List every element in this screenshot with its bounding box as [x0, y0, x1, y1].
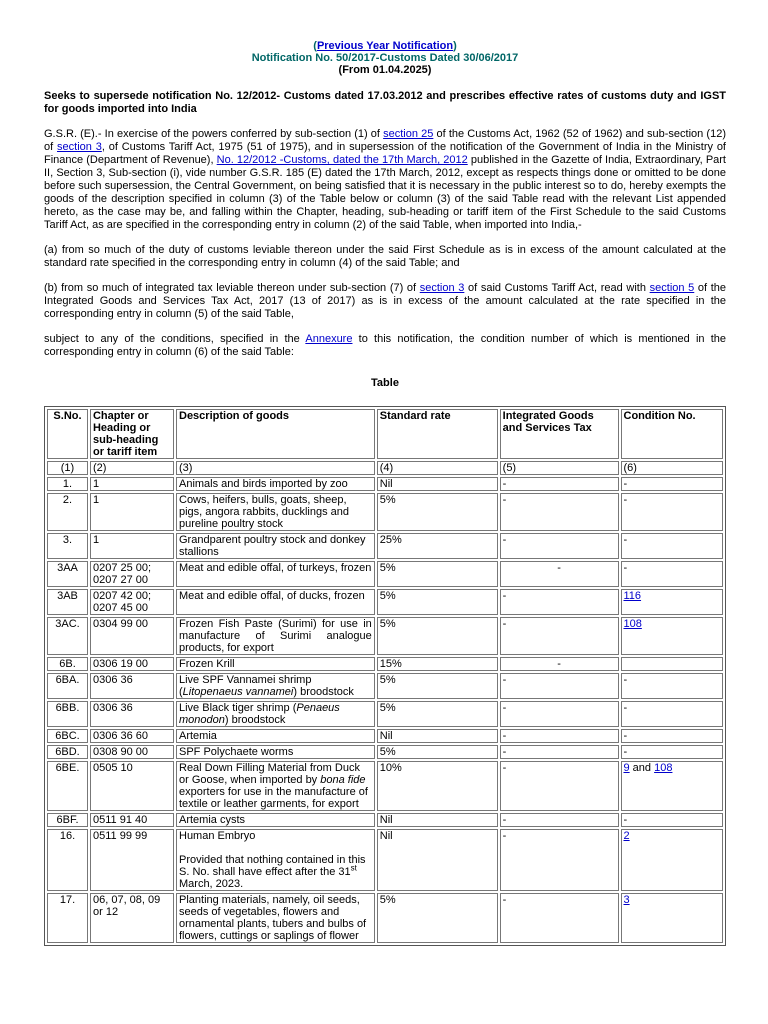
section-3-link-b[interactable]: section 3 [419, 282, 465, 294]
cell-description: Artemia [176, 729, 375, 743]
cell-igst: - [500, 477, 619, 491]
cell-igst: - [500, 657, 619, 671]
col-header-condition: Condition No. [621, 409, 724, 459]
condition-3-link[interactable]: 3 [623, 894, 630, 906]
table-row [47, 729, 723, 743]
cell-description: Live SPF Vannamei shrimp (Litopenaeus vannamei) broodstock [176, 673, 375, 699]
cell-chapter: 0511 91 40 [90, 813, 174, 827]
cell-igst: - [500, 761, 619, 811]
cell-sno: 6BD. [47, 745, 88, 759]
cell-rate: 5% [377, 893, 498, 943]
col-header-description: Description of goods [176, 409, 375, 459]
notification-12-2012-link[interactable]: No. 12/2012 -Customs, dated the 17th March, 2012 [216, 154, 468, 166]
table-row [47, 701, 723, 727]
cell-chapter: 0306 36 [90, 701, 174, 727]
cell-condition: - [621, 673, 724, 699]
table-row [47, 813, 723, 827]
cell-rate: 5% [377, 745, 498, 759]
cell-description: Meat and edible offal, of ducks, frozen [176, 589, 375, 615]
table-row [47, 761, 723, 811]
section-25-link[interactable]: section 25 [383, 128, 434, 140]
cell-sno: 17. [47, 893, 88, 943]
para-conditions: subject to any of the conditions, specified in the Annexure to this notification, the condition number of which is mentioned in the corresponding entry in column (6) of the said Table: [44, 333, 727, 358]
cell-chapter: 0306 19 00 [90, 657, 174, 671]
cell-description: Frozen Fish Paste (Surimi) for use in manufacture of Surimi analogue products, for export [176, 617, 375, 655]
table-row [47, 477, 723, 491]
cell-rate: Nil [377, 729, 498, 743]
cell-chapter: 0306 36 60 [90, 729, 174, 743]
cell-igst: - [500, 673, 619, 699]
col-number: (4) [377, 461, 498, 475]
cell-rate: 15% [377, 657, 498, 671]
cell-description: Planting materials, namely, oil seeds, seeds of vegetables, flowers and ornamental plants, tubers and bulbs of flowers, cuttings or saplings of flower [176, 893, 375, 943]
cell-description: Real Down Filling Material from Duck or Goose, when imported by bona fide exporters for use in the manufacture of textile or leather garments, for export [176, 761, 375, 811]
condition-108-link[interactable]: 108 [654, 762, 673, 774]
cell-description: Human Embryo Provided that nothing contained in this S. No. shall have effect after the 31st March, 2023. [176, 829, 375, 891]
notification-number: Notification No. 50/2017-Customs Dated 30/06/2017 [251, 52, 519, 64]
para-b: (b) from so much of integrated tax leviable thereon under sub-section (7) of section 3 of said Customs Tariff Act, read with section 5 of the Integrated Goods and Services Tax Act, 2017 (13 of 2017) as is in excess of the amount calculated at the rate specified in the corresponding entry in column (5) of the said Table, [44, 282, 727, 320]
table-row [47, 657, 723, 671]
cell-description: Meat and edible offal, of turkeys, frozen [176, 561, 375, 587]
cell-description: Live Black tiger shrimp (Penaeus monodon) broodstock [176, 701, 375, 727]
proviso-text: Provided that nothing contained in this S. No. shall have effect after the 31st March, 2023. [179, 854, 366, 890]
cell-condition: - [621, 533, 724, 559]
cell-sno: 2. [47, 493, 88, 531]
cell-rate: 5% [377, 673, 498, 699]
condition-108-link[interactable]: 108 [623, 618, 642, 630]
cell-rate: 5% [377, 617, 498, 655]
table-row [47, 617, 723, 655]
cell-igst: - [500, 813, 619, 827]
cell-rate: Nil [377, 829, 498, 891]
cell-chapter: 0207 25 00; 0207 27 00 [90, 561, 174, 587]
cell-condition: - [621, 561, 724, 587]
table-row [47, 893, 723, 943]
cell-chapter: 06, 07, 08, 09 or 12 [90, 893, 174, 943]
column-number-row [47, 461, 723, 475]
cell-chapter: 0306 36 [90, 673, 174, 699]
cell-description: Animals and birds imported by zoo [176, 477, 375, 491]
notification-page [44, 40, 726, 946]
section-5-link[interactable]: section 5 [649, 282, 695, 294]
cell-igst: - [500, 617, 619, 655]
cell-condition: - [621, 729, 724, 743]
para-a: (a) from so much of the duty of customs leviable thereon under the said First Schedule as is in excess of the amount calculated at the standard rate specified in the corresponding entry in column (4) of the said Table; and [44, 244, 726, 269]
section-3-link[interactable]: section 3 [57, 141, 102, 153]
cell-condition [621, 657, 724, 671]
cell-rate: 10% [377, 761, 498, 811]
cell-chapter: 0511 99 99 [90, 829, 174, 891]
cell-condition: - [621, 477, 724, 491]
table-row [47, 533, 723, 559]
col-header-chapter: Chapter or Heading or sub-heading or tariff item [90, 409, 174, 459]
cell-condition: - [621, 813, 724, 827]
col-number: (1) [47, 461, 88, 475]
cell-chapter: 1 [90, 477, 174, 491]
cell-igst: - [500, 745, 619, 759]
col-header-igst: Integrated Goods and Services Tax [500, 409, 619, 459]
cell-igst: - [500, 561, 619, 587]
cell-chapter: 1 [90, 533, 174, 559]
cell-description: SPF Polychaete worms [176, 745, 375, 759]
cell-rate: 5% [377, 493, 498, 531]
col-number: (5) [500, 461, 619, 475]
cell-igst: - [500, 701, 619, 727]
cell-chapter: 0308 90 00 [90, 745, 174, 759]
cell-description: Frozen Krill [176, 657, 375, 671]
annexure-link[interactable]: Annexure [305, 333, 353, 345]
cell-igst: - [500, 829, 619, 891]
cell-description: Grandparent poultry stock and donkey stallions [176, 533, 375, 559]
cell-rate: 5% [377, 561, 498, 587]
cell-condition [621, 617, 724, 655]
cell-rate: Nil [377, 477, 498, 491]
cell-description: Artemia cysts [176, 813, 375, 827]
cell-igst: - [500, 493, 619, 531]
col-number: (6) [621, 461, 724, 475]
cell-rate: 25% [377, 533, 498, 559]
effective-date: (From 01.04.2025) [338, 64, 432, 76]
prev-year-line: (Previous Year Notification) [313, 40, 457, 52]
cell-sno: 3. [47, 533, 88, 559]
table-row [47, 829, 723, 891]
cell-igst: - [500, 533, 619, 559]
cell-sno: 3AA [47, 561, 88, 587]
col-header-standard-rate: Standard rate [377, 409, 498, 459]
cell-chapter: 0207 42 00; 0207 45 00 [90, 589, 174, 615]
cell-condition: - [621, 745, 724, 759]
cell-sno: 1. [47, 477, 88, 491]
intro-summary: Seeks to supersede notification No. 12/2012- Customs dated 17.03.2012 and prescribes effective rates of customs duty and IGST for goods imported into India [44, 90, 726, 115]
rates-table [44, 406, 726, 946]
cell-sno: 6BA. [47, 673, 88, 699]
table-row [47, 673, 723, 699]
table-row [47, 745, 723, 759]
cell-sno: 6B. [47, 657, 88, 671]
previous-year-notification-link[interactable]: Previous Year Notification [316, 40, 454, 52]
cell-rate: 5% [377, 701, 498, 727]
cell-sno: 6BC. [47, 729, 88, 743]
cell-chapter: 0304 99 00 [90, 617, 174, 655]
cell-sno: 6BB. [47, 701, 88, 727]
cell-sno: 3AC. [47, 617, 88, 655]
para-preamble: G.S.R. (E).- In exercise of the powers conferred by sub-section (1) of section 25 of the Customs Act, 1962 (52 of 1962) and sub-section (12) of section 3, of Customs Tariff Act, 1975 (51 of 1975), and in supersession of the notification of the Government of India in the Ministry of Finance (Department of Revenue), No. 12/2012 -Customs, dated the 17th March, 2012 published in the Gazette of India, Extraordinary, Part II, Section 3, Sub-section (i), vide number G.S.R. 185 (E) dated the 17th March, 2012, except as respects things done or omitted to be done before such supersession, the Central Government, on being satisfied that it is necessary in the public interest so to do, hereby exempts the goods of the description specified in column (3) of the Table below or column (3) of the said Table read with the relevant List appended hereto, as the case may be, and falling within the Chapter, heading, sub-heading or tariff item of the First Schedule to the said Customs Tariff Act, as are specified in the corresponding entry in column (2) of the said Table, when imported into India,- [44, 128, 726, 231]
cell-condition: - [621, 701, 724, 727]
cell-chapter: 0505 10 [90, 761, 174, 811]
cell-igst: - [500, 893, 619, 943]
condition-116-link[interactable]: 116 [623, 590, 642, 602]
cell-chapter: 1 [90, 493, 174, 531]
table-title: Table [371, 377, 399, 389]
cell-description: Cows, heifers, bulls, goats, sheep, pigs, angora rabbits, ducklings and pureline poultry stock [176, 493, 375, 531]
table-row [47, 589, 723, 615]
cell-condition [621, 589, 724, 615]
col-number: (3) [176, 461, 375, 475]
condition-2-link[interactable]: 2 [623, 830, 630, 842]
cell-condition: - [621, 493, 724, 531]
cell-condition [621, 829, 724, 891]
table-row [47, 561, 723, 587]
cell-sno: 6BE. [47, 761, 88, 811]
cell-sno: 16. [47, 829, 88, 891]
cell-sno: 6BF. [47, 813, 88, 827]
col-number: (2) [90, 461, 174, 475]
cell-rate: 5% [377, 589, 498, 615]
cell-rate: Nil [377, 813, 498, 827]
cell-igst: - [500, 589, 619, 615]
cell-condition [621, 893, 724, 943]
table-header-row [47, 409, 723, 459]
col-header-sno: S.No. [47, 409, 88, 459]
cell-sno: 3AB [47, 589, 88, 615]
cell-igst: - [500, 729, 619, 743]
condition-9-link[interactable]: 9 [623, 762, 630, 774]
cell-condition: 9 and 108 [621, 761, 724, 811]
table-row [47, 493, 723, 531]
